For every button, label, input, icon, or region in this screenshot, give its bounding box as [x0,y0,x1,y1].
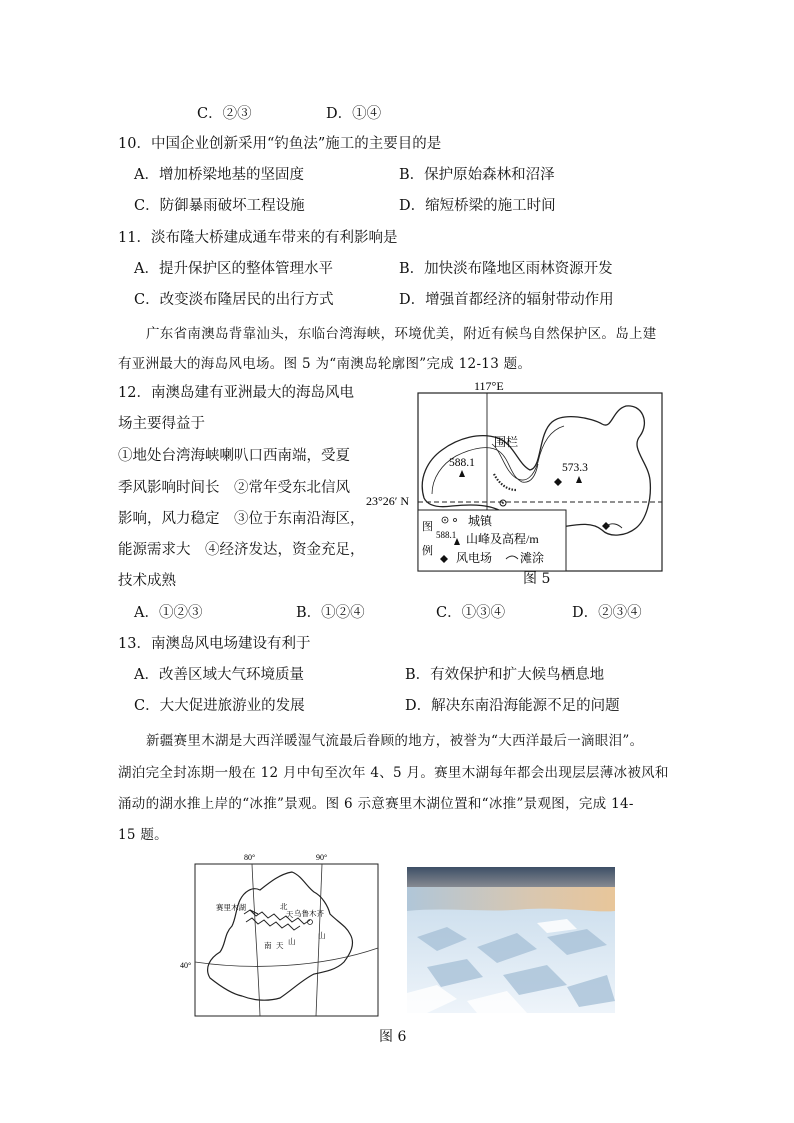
q12-stem-line1: 12．南澳岛建有亚洲最大的海岛风电 [118,385,354,401]
legend-sample-elev: 588.1 [436,530,457,540]
q10-option-d: D．缩短桥梁的施工时间 [399,198,556,214]
q12-option-a: A．①②③ [134,605,203,621]
q13-option-b: B．有效保护和扩大候鸟栖息地 [405,667,605,683]
q11-option-c: C．改变淡布隆居民的出行方式 [134,292,334,308]
wind-farm-icon [554,478,562,486]
passage-sayram-line3: 涌动的湖水推上岸的“冰推”景观。图 6 示意赛里木湖位置和“冰推”景观图，完成 14- [118,796,634,812]
figure-6-caption: 图 6 [379,1029,407,1045]
legend-title-2: 例 [422,545,433,557]
passage-sayram-line2: 湖泊完全封冻期一般在 12 月中旬至次年 4、5 月。赛里木湖每年都会出现层层薄冰被风和 [118,765,669,781]
q12-statement-line5: 技术成熟 [118,573,176,589]
q11-option-d: D．增强首都经济的辐射带动作用 [399,292,614,308]
q12-statement-line1: ①地处台湾海峡喇叭口西南端，受夏 [118,448,350,464]
passage-nanao-line1: 广东省南澳岛背靠汕头，东临台湾海峡，环境优美，附近有候鸟自然保护区。岛上建 [146,326,657,342]
q10-stem: 10．中国企业创新采用“钓鱼法”施工的主要目的是 [118,136,442,152]
q12-statement-line2: 季风影响时间长 ②常年受东北信风 [118,480,350,496]
figure-6-xinjiang-map [180,852,385,1022]
legend-peak-label: 山峰及高程/m [466,532,539,546]
tianshan-label-2: 天 [286,910,294,919]
q12-option-d: D．②③④ [572,605,642,621]
lon-90-label: 90° [316,853,328,862]
legend-wind-label: 风电场 [456,551,493,565]
legend-town-label: 城镇 [468,514,493,528]
q11-option-a: A．提升保护区的整体管理水平 [134,261,333,277]
urumqi-label: 乌鲁木齐 [294,909,324,918]
lon-80-label: 80° [244,853,256,862]
longitude-label: 117°E [474,379,504,393]
q9-option-c: C．②③ [197,106,252,122]
q11-stem: 11．淡布隆大桥建成通车带来的有利影响是 [118,230,398,246]
passage-sayram-line4: 15 题。 [118,827,168,843]
q13-option-a: A．改善区域大气环境质量 [134,667,304,683]
legend-beach-label: 滩涂 [520,551,545,565]
passage-sayram-line1: 新疆赛里木湖是大西洋暖湿气流最后眷顾的地方，被誉为“大西洋最后一滴眼泪”。 [146,733,644,749]
east-mountain-label: 山 [318,931,326,940]
figure-5-caption: 图 5 [523,571,551,587]
q9-option-d: D．①④ [326,106,382,122]
lat-40-label: 40° [180,961,192,970]
q13-option-c: C．大大促进旅游业的发展 [134,698,305,714]
peak-icon [459,470,465,477]
latitude-label: 23°26′ N [366,494,410,508]
q10-option-c: C．防御暴雨破坏工程设施 [134,198,305,214]
peak-icon [576,476,582,483]
figure-5-nanao-map [366,378,666,578]
ice-push-photo [407,867,615,1013]
sayram-lake-label: 赛里木湖 [216,903,246,912]
q12-statement-line3: 影响，风力稳定 ③位于东南沿海区， [118,511,365,527]
passage-nanao-line2: 有亚洲最大的海岛风电场。图 5 为“南澳岛轮廓图”完成 12-13 题。 [118,356,532,372]
peak-573-label: 573.3 [562,462,588,474]
south-tianshan-1: 南 [264,941,272,950]
q12-stem-line2: 场主要得益于 [118,416,205,432]
q12-statement-line4: 能源需求大 ④经济发达，资金充足， [118,542,365,558]
q13-option-d: D．解决东南沿海能源不足的问题 [405,698,620,714]
q10-option-a: A．增加桥梁地基的坚固度 [134,167,304,183]
q11-option-b: B．加快淡布隆地区雨林资源开发 [399,261,613,277]
q12-option-b: B．①②④ [296,605,365,621]
q10-option-b: B．保护原始森林和沼泽 [399,167,555,183]
q13-stem: 13．南澳岛风电场建设有利于 [118,636,311,652]
legend-title-1: 图 [422,521,433,533]
tianshan-label-1: 北 [280,902,288,911]
south-tianshan-2: 天 [276,941,284,950]
fence-label: 围栏 [494,435,519,449]
peak-588-label: 588.1 [449,457,475,469]
south-tianshan-3: 山 [288,937,296,946]
q12-option-c: C．①③④ [436,605,506,621]
